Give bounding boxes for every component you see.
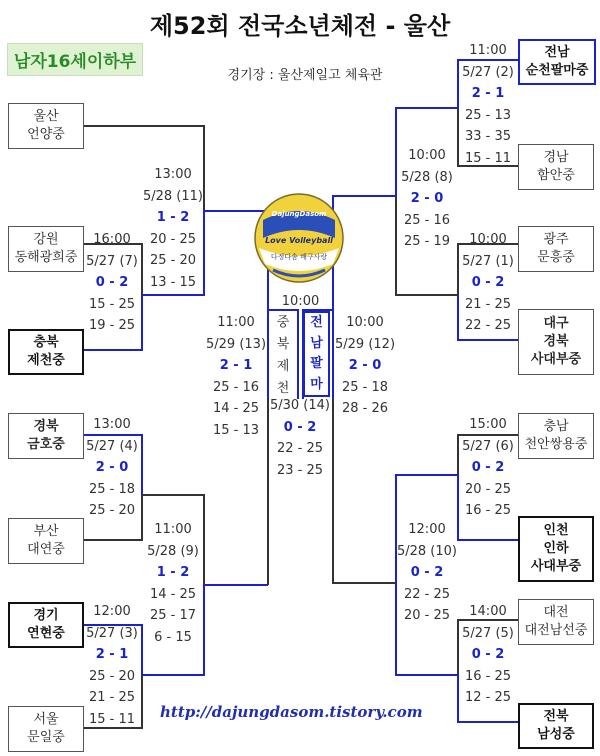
- team-school: 연현중: [27, 626, 65, 641]
- team-region: 전남: [544, 45, 570, 60]
- set-score: 25 - 13: [464, 107, 512, 123]
- match-m11: [142, 164, 204, 293]
- match-time: 11:00: [469, 43, 507, 58]
- match-time: 11:00: [217, 315, 255, 330]
- set-score: 25 - 19: [403, 234, 451, 249]
- match-time: 12:00: [93, 604, 131, 619]
- set-score: 22 - 25: [403, 586, 451, 602]
- set-score: 25 - 20: [149, 253, 197, 268]
- match-m3: [82, 601, 142, 730]
- match-date: 5/27 (6): [462, 438, 514, 454]
- team-school-line1: 경북: [543, 334, 569, 349]
- finalist-left-char: 북: [276, 337, 290, 352]
- set-score: 22 - 25: [276, 441, 324, 456]
- team-region: 인천: [543, 523, 569, 538]
- team-region: 서울: [33, 712, 59, 727]
- match-result: 2 - 0: [348, 358, 382, 373]
- team-jeonbuk: [518, 703, 594, 749]
- match-result: 0 - 2: [410, 565, 444, 580]
- team-gangwon: [8, 226, 84, 272]
- set-score: 22 - 25: [464, 318, 512, 333]
- team-school: 문일중: [27, 730, 65, 745]
- team-school: 대전남선중: [524, 623, 588, 638]
- match-date: 5/27 (4): [86, 438, 138, 454]
- match-date: 5/28 (9): [147, 543, 199, 559]
- match-m6: [458, 414, 518, 522]
- match-result: 0 - 2: [471, 647, 505, 662]
- finalist-left-char: 중: [276, 315, 290, 330]
- team-school-line1: 인하: [543, 541, 569, 556]
- match-m12: [335, 312, 395, 420]
- match-m2: [458, 40, 518, 169]
- match-time: 13:00: [93, 417, 131, 432]
- finalist-left-char: 천: [276, 381, 290, 396]
- set-score: 15 - 11: [464, 150, 512, 166]
- team-school: 언양중: [27, 127, 65, 142]
- team-region: 경기: [33, 608, 59, 623]
- team-seoul: [8, 706, 84, 752]
- set-score: 25 - 16: [212, 379, 260, 395]
- match-result: 2 - 1: [219, 358, 253, 373]
- team-region: 경남: [543, 150, 569, 165]
- set-score: 23 - 25: [276, 462, 324, 478]
- match-date: 5/28 (10): [396, 543, 457, 559]
- team-region: 대구: [543, 316, 569, 331]
- team-daejeon: [518, 599, 594, 645]
- team-region: 울산: [33, 109, 59, 124]
- set-score: 20 - 25: [464, 481, 512, 497]
- set-score: 25 - 18: [88, 481, 136, 497]
- match-time: 11:00: [154, 522, 192, 537]
- set-score: 25 - 20: [88, 668, 136, 684]
- match-result: 0 - 2: [471, 275, 505, 290]
- match-result: 0 - 2: [95, 275, 129, 290]
- match-date: 5/27 (3): [86, 625, 138, 641]
- match-time: 16:00: [93, 232, 131, 247]
- match-time: 14:00: [469, 604, 507, 619]
- final-time: 10:00: [281, 294, 320, 309]
- team-region: 경북: [33, 419, 59, 434]
- team-school: 금호중: [27, 437, 65, 452]
- team-incheon: [518, 516, 594, 582]
- match-result: 0 - 2: [471, 460, 505, 475]
- finalist-right-char: 마: [310, 376, 323, 392]
- set-score: 25 - 20: [88, 503, 136, 518]
- team-ulsan: [8, 103, 84, 149]
- team-region: 대전: [543, 605, 569, 620]
- finalist-right-char: 전: [310, 315, 323, 330]
- logo-bottom-text: 다정다솜 배구사랑: [270, 253, 328, 261]
- match-date: 5/27 (1): [462, 253, 514, 269]
- match-time: 10:00: [469, 232, 507, 247]
- match-m7: [82, 229, 142, 337]
- venue-label: 경기장 : 울산제일고 체육관: [227, 68, 383, 83]
- set-score: 13 - 15: [149, 274, 197, 290]
- team-school: 천안쌍용중: [524, 437, 588, 452]
- set-score: 14 - 25: [149, 586, 197, 602]
- match-date: 5/29 (13): [206, 336, 267, 352]
- match-time: 13:00: [154, 167, 192, 182]
- match-final: [266, 395, 334, 481]
- team-school: 남성중: [537, 727, 575, 742]
- set-score: 16 - 25: [464, 668, 512, 684]
- team-gyeongnam: [518, 144, 594, 190]
- volleyball-logo: [253, 192, 345, 284]
- team-school: 순천팔마중: [525, 63, 589, 78]
- team-region: 충북: [33, 335, 59, 350]
- team-region: 강원: [33, 232, 59, 247]
- match-date: 5/27 (5): [462, 625, 514, 641]
- match-result: 0 - 2: [283, 419, 317, 435]
- set-score: 15 - 13: [212, 422, 260, 438]
- match-time: 12:00: [408, 522, 446, 537]
- set-score: 21 - 25: [88, 690, 136, 705]
- match-time: 15:00: [469, 417, 507, 432]
- match-date: 5/28 (8): [401, 169, 453, 185]
- match-m8: [396, 145, 458, 253]
- finalist-right-char: 팔: [310, 356, 323, 371]
- blog-url[interactable]: http://dajungdasom.tistory.com: [160, 703, 423, 721]
- match-date: 5/27 (2): [462, 64, 514, 80]
- set-score: 15 - 25: [88, 296, 136, 312]
- set-score: 14 - 25: [212, 401, 260, 416]
- match-date: 5/29 (12): [335, 336, 396, 352]
- team-gwangju: [518, 226, 594, 272]
- match-result: 1 - 2: [156, 210, 190, 225]
- set-score: 6 - 15: [154, 629, 192, 645]
- match-time: 10:00: [346, 315, 384, 330]
- finalist-left-char: 제: [276, 359, 290, 374]
- team-gyeonggi: [8, 602, 84, 648]
- set-score: 25 - 17: [149, 608, 197, 623]
- team-busan: [8, 518, 84, 564]
- match-result: 2 - 0: [95, 460, 129, 475]
- match-m4: [82, 414, 142, 522]
- set-score: 21 - 25: [464, 296, 512, 312]
- team-region: 충남: [543, 419, 569, 434]
- match-m10: [396, 519, 458, 627]
- set-score: 25 - 16: [403, 212, 451, 228]
- team-region: 광주: [543, 232, 569, 247]
- team-region: 전북: [543, 709, 569, 724]
- team-school-line2: 사대부중: [530, 559, 582, 574]
- set-score: 16 - 25: [464, 503, 512, 518]
- match-date: 5/28 (11): [142, 188, 203, 204]
- team-daegu: [518, 309, 594, 375]
- team-school: 동해광희중: [14, 250, 78, 265]
- match-time: 10:00: [408, 148, 446, 163]
- set-score: 12 - 25: [464, 690, 512, 705]
- team-school: 문흥중: [537, 250, 575, 265]
- match-m5: [458, 601, 518, 709]
- finalist-right-char: 남: [310, 335, 323, 351]
- match-result: 2 - 0: [410, 191, 444, 206]
- team-region: 부산: [33, 524, 59, 539]
- finalist-left: [270, 312, 296, 400]
- team-chungnam: [518, 413, 594, 459]
- team-school: 함안중: [537, 168, 575, 183]
- match-m1: [458, 229, 518, 337]
- team-school: 대연중: [27, 542, 65, 557]
- match-m9: [142, 519, 204, 648]
- set-score: 33 - 35: [464, 129, 512, 144]
- set-score: 20 - 25: [403, 608, 451, 623]
- match-result: 2 - 1: [95, 647, 129, 662]
- team-school: 제천중: [27, 353, 65, 368]
- set-score: 28 - 26: [341, 401, 389, 416]
- match-date: 5/30 (14): [269, 398, 330, 413]
- team-gyeongbuk: [8, 413, 84, 459]
- logo-top-text: DajungDasom: [271, 210, 327, 218]
- page-title: 제52회 전국소년체전 - 울산: [149, 12, 451, 40]
- match-date: 5/27 (7): [86, 253, 138, 269]
- match-result: 1 - 2: [156, 565, 190, 580]
- line-m10-winner: [333, 399, 396, 583]
- finalist-right: [303, 311, 330, 397]
- set-score: 20 - 25: [149, 231, 197, 247]
- team-school-line2: 사대부중: [530, 352, 582, 367]
- match-m13: [206, 312, 266, 441]
- team-jeonnam: [518, 39, 596, 85]
- team-chungbuk: [8, 329, 84, 375]
- set-score: 25 - 18: [341, 379, 389, 395]
- logo-mid-text: Love Volleyball: [265, 236, 333, 245]
- match-result: 2 - 1: [471, 86, 505, 101]
- set-score: 19 - 25: [88, 318, 136, 333]
- category-label: 남자16세이하부: [7, 43, 143, 76]
- set-score: 15 - 11: [88, 711, 136, 727]
